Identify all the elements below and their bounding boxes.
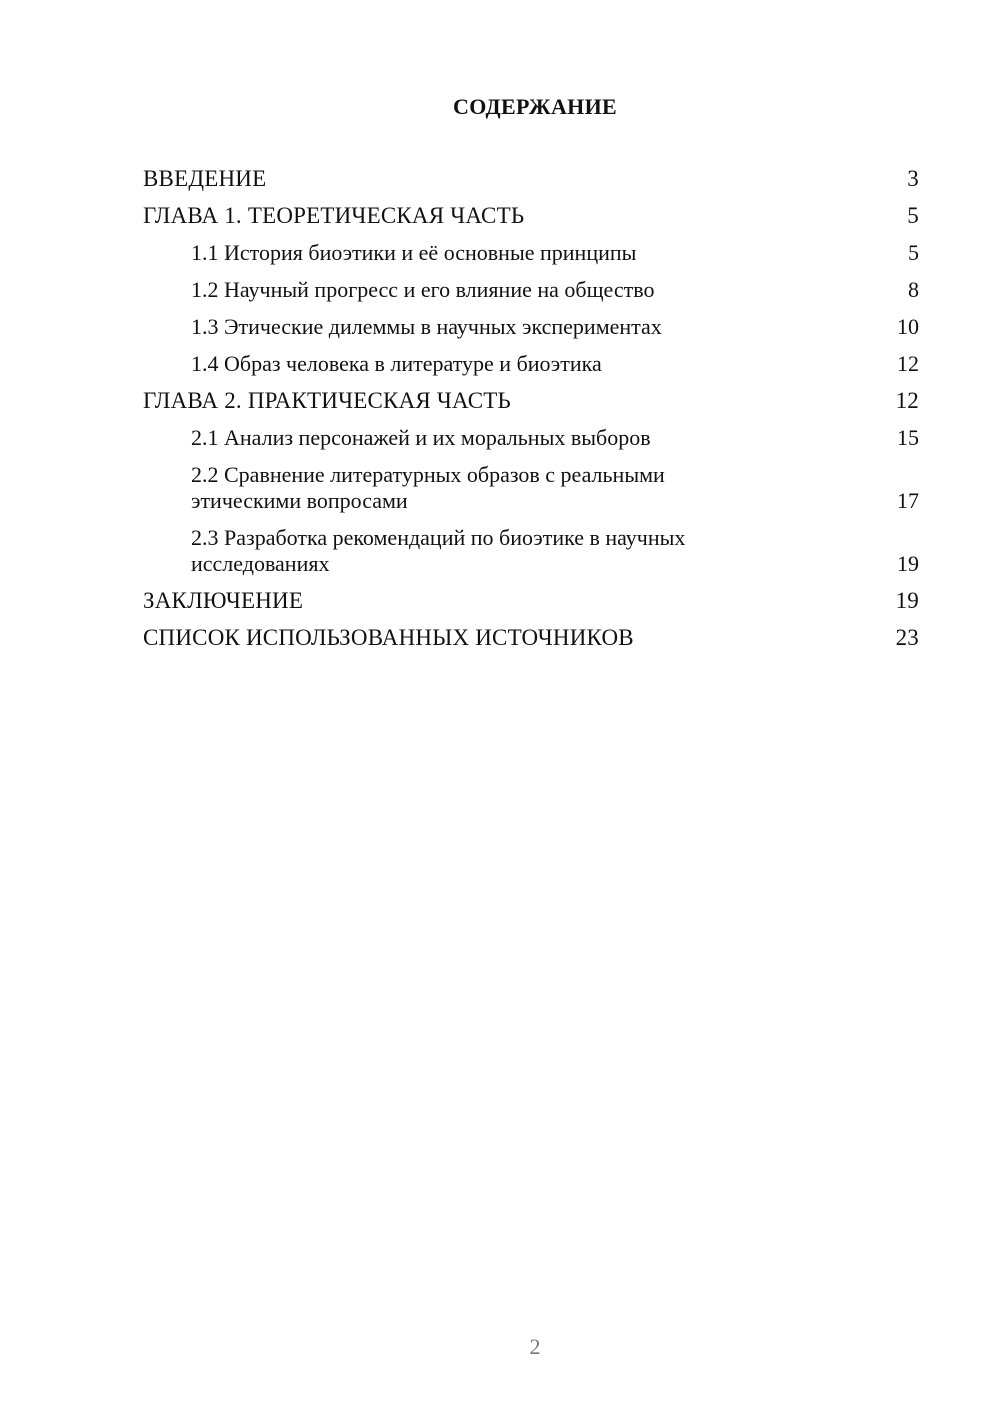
toc-entry [143, 351, 919, 377]
toc-entry-page: 5 [907, 203, 919, 228]
toc-entry [143, 277, 919, 303]
toc-entry [143, 166, 919, 192]
toc-entry-label: 2.3 Разработка рекомендаций по биоэтике в научных исследованиях [191, 525, 686, 576]
toc-entry-label: СПИСОК ИСПОЛЬЗОВАННЫХ ИСТОЧНИКОВ [143, 625, 634, 650]
toc-entry-label: 1.3 Этические дилеммы в научных экспериментах [191, 314, 662, 339]
toc-list [143, 166, 919, 662]
toc-entry-label: 1.1 История биоэтики и её основные принципы [191, 240, 637, 265]
toc-entry [143, 462, 919, 514]
toc-entry-page: 17 [897, 488, 919, 513]
toc-entry [143, 625, 919, 651]
toc-entry [143, 240, 919, 266]
toc-entry-page: 12 [895, 388, 919, 413]
toc-entry [143, 314, 919, 340]
toc-entry-label: 1.4 Образ человека в литературе и биоэтика [191, 351, 602, 376]
toc-entry-label: ЗАКЛЮЧЕНИЕ [143, 588, 304, 613]
toc-entry-label: ГЛАВА 2. ПРАКТИЧЕСКАЯ ЧАСТЬ [143, 388, 511, 413]
toc-entry-page: 3 [907, 166, 919, 191]
toc-entry-page: 12 [897, 351, 919, 376]
page-number: 2 [529, 1334, 541, 1359]
toc-entry-label: 1.2 Научный прогресс и его влияние на общество [191, 277, 655, 302]
toc-entry-page: 10 [897, 314, 919, 339]
toc-entry-page: 19 [897, 551, 919, 576]
toc-entry-label: ВВЕДЕНИЕ [143, 166, 267, 191]
toc-entry-label: 2.2 Сравнение литературных образов с реальными этическими вопросами [191, 462, 665, 513]
toc-entry-page: 23 [895, 625, 919, 650]
toc-title: СОДЕРЖАНИЕ [453, 94, 617, 119]
toc-entry [143, 425, 919, 451]
toc-entry-label: ГЛАВА 1. ТЕОРЕТИЧЕСКАЯ ЧАСТЬ [143, 203, 525, 228]
toc-entry [143, 525, 919, 577]
toc-entry [143, 588, 919, 614]
toc-entry-page: 15 [897, 425, 919, 450]
toc-entry-page: 19 [895, 588, 919, 613]
toc-entry [143, 388, 919, 414]
toc-entry-page: 5 [908, 240, 919, 265]
toc-entry [143, 203, 919, 229]
toc-entry-page: 8 [908, 277, 919, 302]
toc-entry-label: 2.1 Анализ персонажей и их моральных выборов [191, 425, 651, 450]
